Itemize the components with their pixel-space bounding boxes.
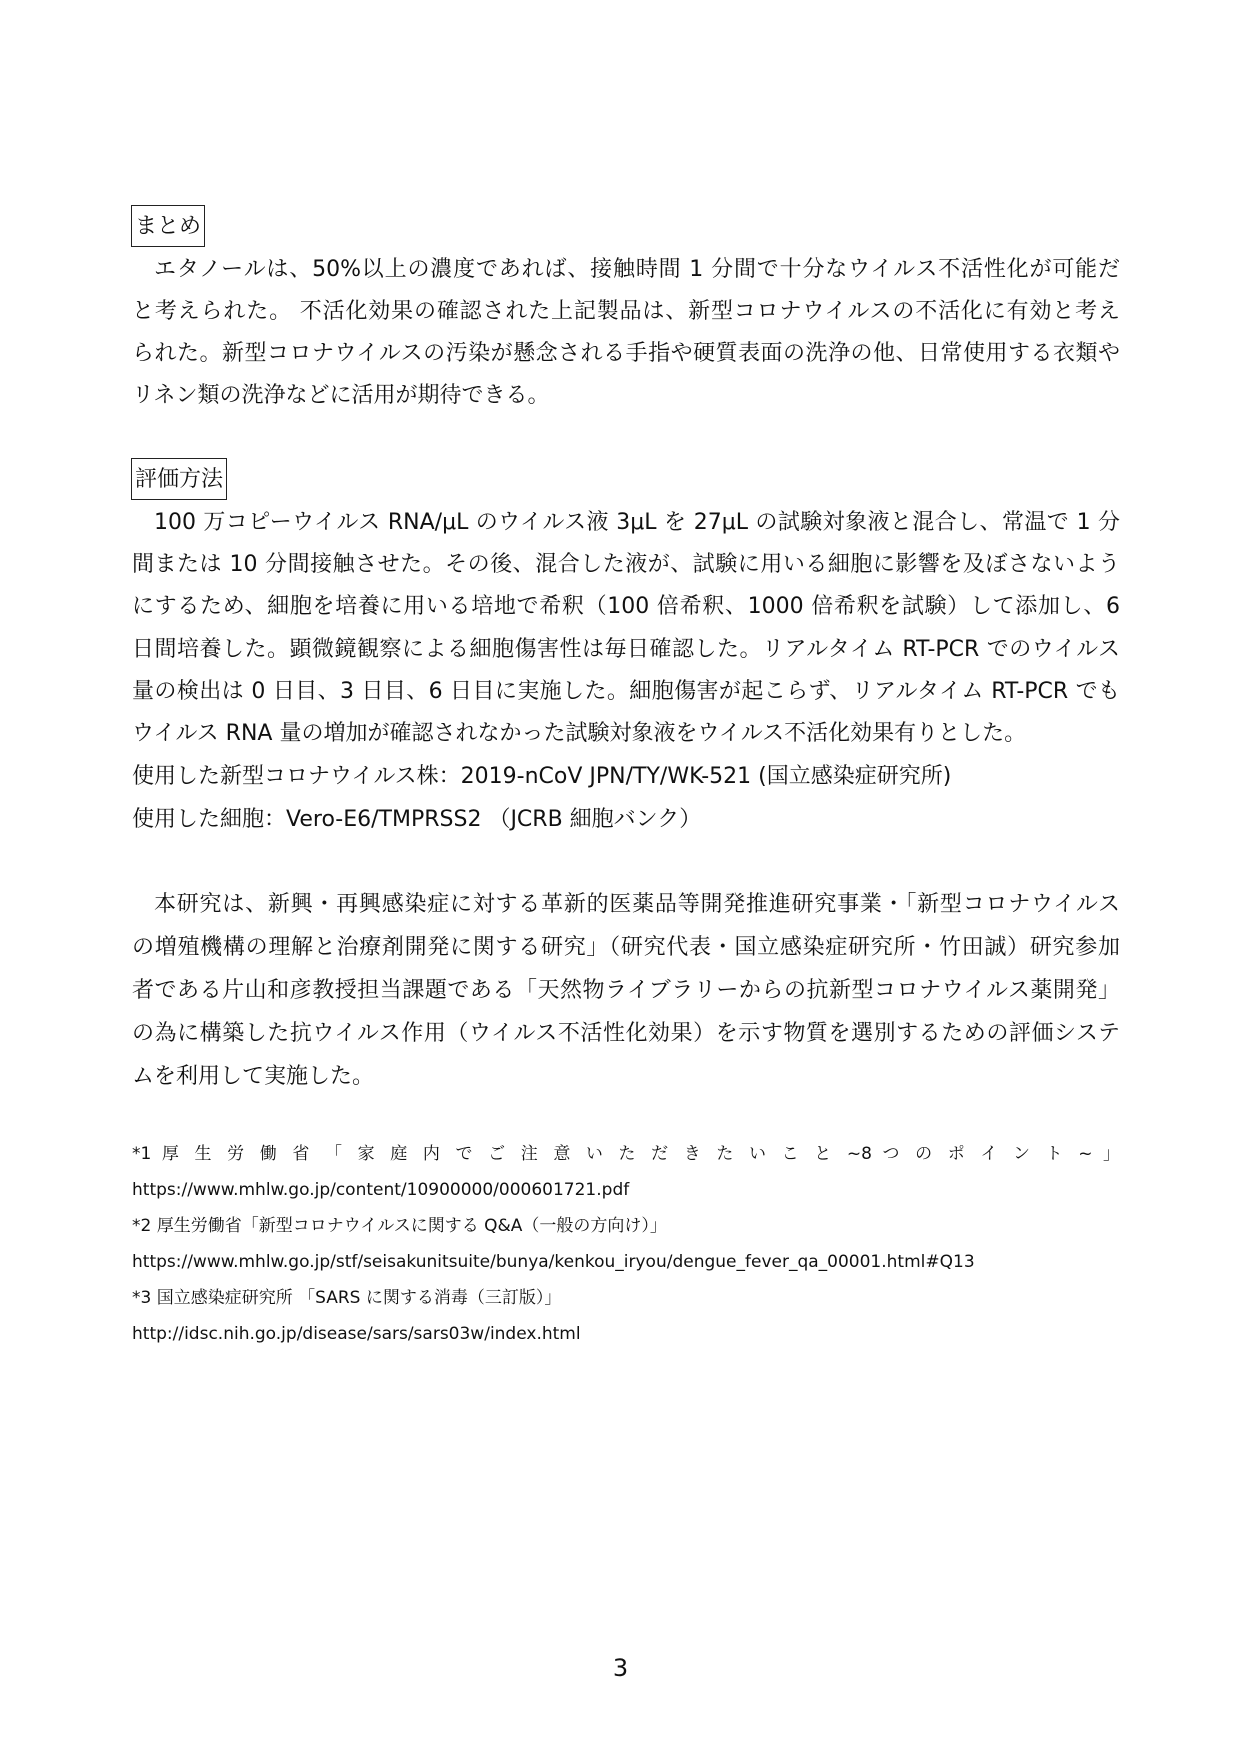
- method-line: 間または 10 分間接触させた。その後、混合した液が、試験に用いる細胞に影響を及ぼさないよう: [132, 552, 1120, 577]
- footnote-1-url[interactable]: https://www.mhlw.go.jp/content/10900000/000601721.pdf: [132, 1180, 630, 1200]
- method-cells: 使用した細胞：Vero-E6/TMPRSS2 （JCRB 細胞バンク）: [132, 807, 702, 832]
- footnote-2-url[interactable]: https://www.mhlw.go.jp/stf/seisakunitsuite/bunya/kenkou_iryou/dengue_fever_qa_00001.html#Q13: [132, 1252, 975, 1272]
- method-line: 日間培養した。顕微鏡観察による細胞傷害性は毎日確認した。リアルタイム RT-PCR でのウイルス: [132, 637, 1120, 662]
- footnote-3-url[interactable]: http://idsc.nih.go.jp/disease/sars/sars03w/index.html: [132, 1324, 581, 1344]
- method-heading: 評価方法: [131, 458, 227, 500]
- acknowledgement-line: の為に構築した抗ウイルス作用（ウイルス不活性化効果）を示す物質を選別するための評価システ: [132, 1021, 1120, 1046]
- acknowledgement-line: ムを利用して実施した。: [132, 1064, 375, 1089]
- page-number: 3: [612, 1654, 629, 1682]
- method-line: にするため、細胞を培養に用いる培地で希釈（100 倍希釈、1000 倍希釈を試験）して添加し、6: [132, 594, 1120, 619]
- acknowledgement-line: 本研究は、新興・再興感染症に対する革新的医薬品等開発推進研究事業・「新型コロナウイルス: [154, 892, 1120, 917]
- footnote-3-text: *3 国立感染症研究所 「SARS に関する消毒（三訂版）」: [132, 1288, 562, 1308]
- summary-heading: まとめ: [131, 205, 205, 247]
- summary-line: エタノールは、50%以上の濃度であれば、接触時間 1 分間で十分なウイルス不活性化が可能だ: [154, 257, 1120, 282]
- acknowledgement-line: 者である片山和彦教授担当課題である「天然物ライブラリーからの抗新型コロナウイルス薬開発」: [132, 978, 1120, 1003]
- summary-line: リネン類の洗浄などに活用が期待できる。: [132, 383, 550, 408]
- method-line: 100 万コピーウイルス RNA/μL のウイルス液 3μL を 27μL の試験対象液と混合し、常温で 1 分: [154, 510, 1120, 535]
- method-strain: 使用した新型コロナウイルス株：2019-nCoV JPN/TY/WK-521 (国立感染症研究所): [132, 764, 952, 789]
- acknowledgement-line: の増殖機構の理解と治療剤開発に関する研究」（研究代表・国立感染症研究所・竹田誠）研究参加: [132, 935, 1120, 960]
- summary-line: と考えられた。 不活化効果の確認された上記製品は、新型コロナウイルスの不活化に有効と考え: [132, 299, 1120, 324]
- footnote-2-text: *2 厚生労働省「新型コロナウイルスに関する Q&A（一般の方向け）」: [132, 1216, 667, 1236]
- summary-line: られた。新型コロナウイルスの汚染が懸念される手指や硬質表面の洗浄の他、日常使用する衣類や: [132, 341, 1120, 366]
- method-line: ウイルス RNA 量の増加が確認されなかった試験対象液をウイルス不活化効果有りとした。: [132, 721, 1027, 746]
- method-line: 量の検出は 0 日目、3 日目、6 日目に実施した。細胞傷害が起こらず、リアルタイム RT-PCR でも: [132, 679, 1120, 704]
- footnote-1-text: *1 厚 生 労 働 省 「 家 庭 内 で ご 注 意 い た だ き た い こ と ~8 つ の ポ イ ン ト ~ 」: [132, 1144, 1120, 1164]
